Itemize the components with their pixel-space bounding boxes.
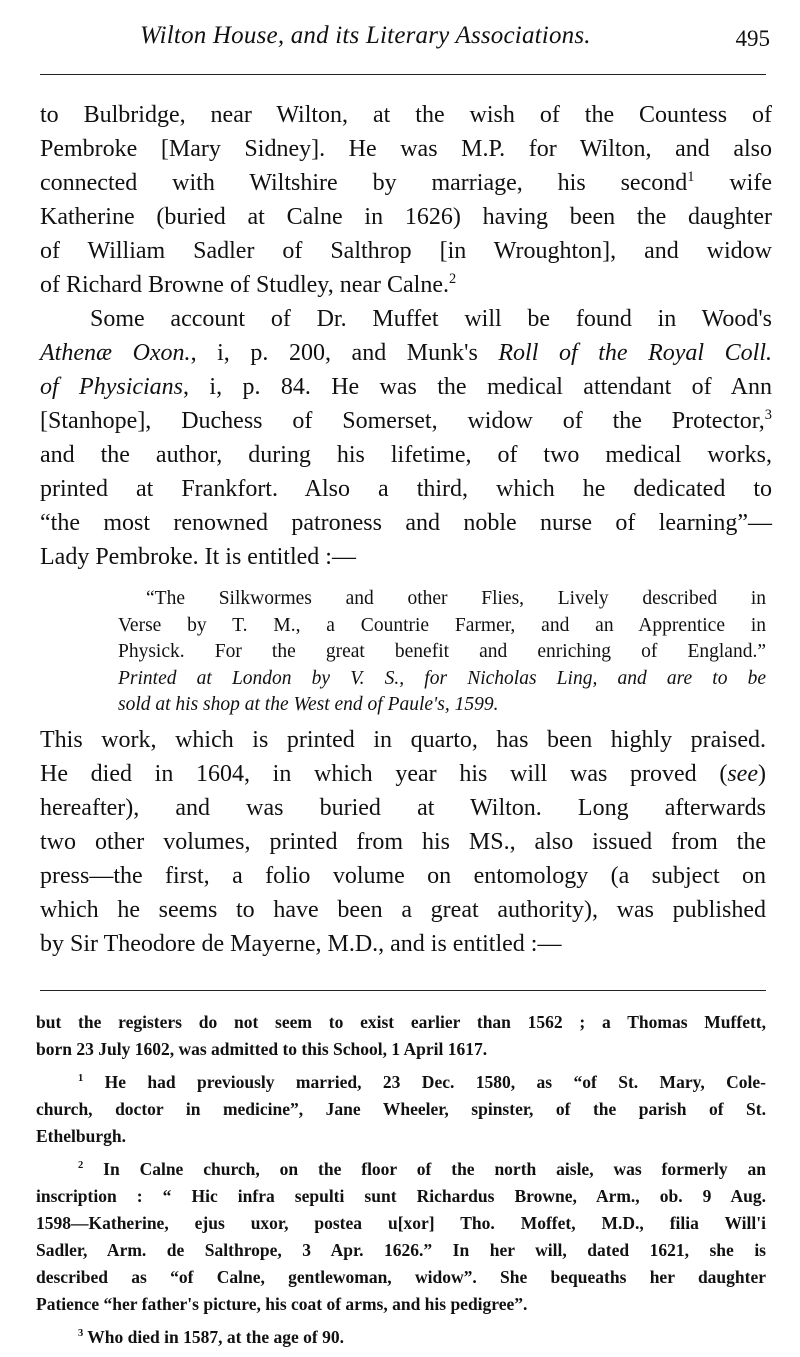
text-segment: by Sir Theodore de Mayerne, M.D., and is entitled :— bbox=[40, 931, 562, 957]
text-segment: hereafter), and was buried at Wilton. Long afterwards bbox=[40, 795, 766, 821]
text-segment: but the registers do not seem to exist earlier than 1562 ; a Thomas Muffett, bbox=[36, 1012, 766, 1032]
text-line bbox=[40, 791, 766, 825]
text-segment: This work, which is printed in quarto, has been highly praised. bbox=[40, 727, 766, 753]
text-segment: , i, p. 200, and Munk's bbox=[190, 340, 499, 366]
text-line bbox=[40, 438, 772, 472]
footnote-rule bbox=[40, 990, 766, 991]
footnote-marker: 3 bbox=[764, 407, 772, 423]
text-segment: sold at his shop at the West end of Paule's, 1599. bbox=[118, 694, 499, 715]
text-line bbox=[40, 893, 766, 927]
footnote-line bbox=[36, 1183, 766, 1210]
text-line bbox=[40, 336, 772, 370]
text-segment: of Physicians bbox=[40, 374, 184, 400]
text-line bbox=[118, 613, 766, 640]
footnote-line bbox=[36, 1123, 766, 1150]
text-segment: Lady Pembroke. It is entitled :— bbox=[40, 544, 356, 570]
text-segment: Printed at London by V. S., for Nicholas Ling, and are to be bbox=[118, 667, 766, 689]
text-line bbox=[40, 472, 772, 506]
text-line bbox=[40, 927, 766, 961]
text-line bbox=[40, 825, 766, 859]
text-segment: Some account of Dr. Muffet will be found in Wood's bbox=[90, 306, 772, 332]
text-line bbox=[40, 234, 772, 268]
text-segment: born 23 July 1602, was admitted to this School, 1 April 1617. bbox=[36, 1039, 488, 1059]
text-segment: “the most renowned patroness and noble nurse of learning”— bbox=[40, 510, 772, 536]
text-line bbox=[118, 639, 766, 666]
body-text-1 bbox=[40, 98, 772, 574]
text-segment: to Bulbridge, near Wilton, at the wish of the Countess of bbox=[40, 102, 772, 128]
text-segment: church, doctor in medicine”, Jane Wheeler, spinster, of the parish of St. bbox=[36, 1099, 766, 1119]
footnote-line bbox=[36, 1291, 766, 1318]
footnote-marker: 3 bbox=[78, 1328, 84, 1340]
running-title: Wilton House, and its Literary Associations. bbox=[140, 22, 591, 49]
text-line bbox=[40, 268, 772, 302]
text-segment: see bbox=[727, 761, 758, 787]
footnote-marker: 1 bbox=[78, 1073, 84, 1085]
text-line bbox=[40, 506, 772, 540]
text-segment: of Richard Browne of Studley, near Calne. bbox=[40, 272, 449, 298]
text-segment: Katherine (buried at Calne in 1626) having been the daughter bbox=[40, 204, 772, 230]
footnote-line bbox=[36, 1156, 766, 1183]
text-segment: [Stanhope], Duchess of Somerset, widow of the Protector, bbox=[40, 408, 765, 434]
text-segment: He had previously married, 23 Dec. 1580, as “of St. Mary, Cole- bbox=[83, 1072, 766, 1092]
text-line bbox=[40, 166, 772, 200]
text-segment: “The Silkwormes and other Flies, Lively described in bbox=[146, 588, 766, 609]
footnote-line bbox=[36, 1324, 766, 1351]
text-segment: He died in 1604, in which year his will was proved ( bbox=[40, 761, 728, 787]
text-line bbox=[40, 132, 772, 166]
text-segment: Who died in 1587, at the age of 90. bbox=[83, 1327, 344, 1347]
block-quote bbox=[118, 586, 766, 719]
text-segment: , i, p. 84. He was the medical attendant of Ann bbox=[183, 374, 772, 400]
text-segment: Ethelburgh. bbox=[36, 1126, 126, 1146]
text-segment: which he seems to have been a great authority), was published bbox=[40, 897, 766, 923]
text-segment: printed at Frankfort. Also a third, which he dedicated to bbox=[40, 476, 772, 502]
text-line bbox=[118, 692, 766, 719]
text-segment: In Calne church, on the floor of the north aisle, was formerly an bbox=[83, 1159, 766, 1179]
text-segment: two other volumes, printed from his MS., also issued from the bbox=[40, 829, 766, 855]
footnote-marker: 1 bbox=[687, 169, 695, 185]
text-segment: Pembroke [Mary Sidney]. He was M.P. for Wilton, and also bbox=[40, 136, 772, 162]
text-segment: of William Sadler of Salthrop [in Wroughton], and widow bbox=[40, 238, 772, 264]
text-line bbox=[40, 302, 772, 336]
footnote-line bbox=[36, 1069, 766, 1096]
text-segment: ) bbox=[758, 761, 766, 787]
text-line bbox=[40, 859, 766, 893]
text-segment: described as “of Calne, gentlewoman, widow”. She bequeaths her daughter bbox=[36, 1267, 766, 1287]
footnote-marker: 2 bbox=[78, 1160, 84, 1172]
text-line bbox=[40, 200, 772, 234]
text-line bbox=[40, 98, 772, 132]
text-segment: Physick. For the great benefit and enriching of England.” bbox=[118, 641, 766, 662]
footnote-line bbox=[36, 1036, 766, 1063]
text-line bbox=[40, 370, 772, 404]
text-segment: connected with Wiltshire by marriage, his second bbox=[40, 170, 688, 196]
text-line bbox=[118, 586, 766, 613]
footnote-line bbox=[36, 1237, 766, 1264]
text-segment: press—the first, a folio volume on entomology (a subject on bbox=[40, 863, 766, 889]
footnote-line bbox=[36, 1264, 766, 1291]
footnote-marker: 2 bbox=[449, 271, 457, 287]
footnote-line bbox=[36, 1009, 766, 1036]
text-segment: Patience “her father's picture, his coat of arms, and his pedigree”. bbox=[36, 1294, 528, 1314]
page-number: 495 bbox=[735, 26, 770, 51]
text-segment: inscription : “ Hic infra sepulti sunt Richardus Browne, Arm., ob. 9 Aug. bbox=[36, 1186, 766, 1206]
text-segment: Verse by T. M., a Countrie Farmer, and an Apprentice in bbox=[118, 614, 766, 636]
text-segment: wife bbox=[694, 170, 772, 196]
page-header bbox=[140, 18, 770, 58]
footnote-line bbox=[36, 1210, 766, 1237]
text-segment: Athenæ Oxon. bbox=[40, 340, 191, 366]
text-line bbox=[40, 757, 766, 791]
body-text-2 bbox=[40, 723, 766, 961]
text-line bbox=[40, 723, 766, 757]
text-line bbox=[40, 404, 772, 438]
text-segment: Sadler, Arm. de Salthrope, 3 Apr. 1626.” In her will, dated 1621, she is bbox=[36, 1240, 766, 1260]
header-rule bbox=[40, 74, 766, 75]
text-line bbox=[118, 666, 766, 693]
text-segment: Roll of the Royal Coll. bbox=[498, 340, 773, 366]
footnote-line bbox=[36, 1096, 766, 1123]
footnotes bbox=[36, 1009, 766, 1351]
text-segment: 1598—Katherine, ejus uxor, postea u[xor] Tho. Moffet, M.D., filia Will'i bbox=[36, 1213, 766, 1233]
text-line bbox=[40, 540, 772, 574]
text-segment: and the author, during his lifetime, of two medical works, bbox=[40, 442, 772, 468]
